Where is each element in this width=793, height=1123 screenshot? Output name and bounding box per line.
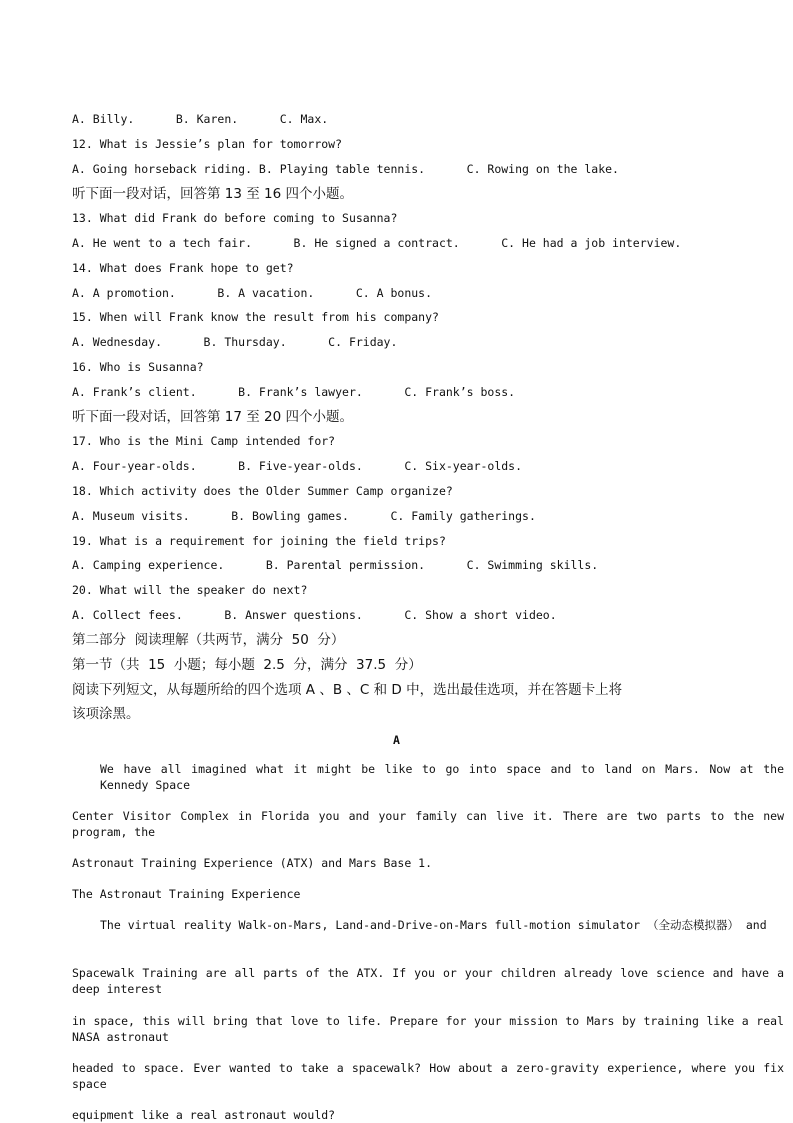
q20-options: A. Collect fees. B. Answer questions. C. Show a short video. [72, 608, 557, 622]
q13-options: A. He went to a tech fair. B. He signed a contract. C. He had a job interview. [72, 236, 682, 250]
passage-line-5: Spacewalk Training are all parts of the ATX. If you or your children already love science and have a deep interest [72, 966, 784, 996]
q14-options: A. A promotion. B. A vacation. C. A bonus. [72, 286, 433, 300]
passage-line-4: The virtual reality Walk-on-Mars, Land-and-Drive-on-Mars full-motion simulator （全动态模拟器） and [100, 918, 767, 932]
passage-line-3: Astronaut Training Experience (ATX) and Mars Base 1. [72, 856, 433, 870]
instruction-line-1: 阅读下列短文，从每题所给的四个选项 A 、B 、C 和 D 中，选出最佳选项，并在答题卡上将 [72, 682, 623, 698]
passage-line-8: equipment like a real astronaut would? [72, 1108, 336, 1122]
passage-label: A [393, 733, 400, 747]
section-13-16-heading: 听下面一段对话，回答第 13 至 16 四个小题。 [72, 186, 354, 202]
passage-line-7: headed to space. Ever wanted to take a spacewalk? How about a zero-gravity experience, where you fix space [72, 1061, 784, 1091]
passage-line-2: Center Visitor Complex in Florida you and your family can live it. There are two parts to the new program, the [72, 809, 784, 839]
q19-question: 19. What is a requirement for joining the field trips? [72, 534, 446, 548]
section1-title: 第一节（共 15 小题；每小题 2.5 分，满分 37.5 分） [72, 657, 422, 673]
q18-options: A. Museum visits. B. Bowling games. C. Family gatherings. [72, 509, 536, 523]
q16-question: 16. Who is Susanna? [72, 360, 204, 374]
q14-question: 14. What does Frank hope to get? [72, 261, 294, 275]
q15-options: A. Wednesday. B. Thursday. C. Friday. [72, 335, 398, 349]
q11-options: A. Billy. B. Karen. C. Max. [72, 112, 329, 126]
instruction-line-2: 该项涂黑。 [72, 706, 140, 722]
q20-question: 20. What will the speaker do next? [72, 583, 308, 597]
q13-question: 13. What did Frank do before coming to Susanna? [72, 211, 398, 225]
part2-title: 第二部分 阅读理解（共两节，满分 50 分） [72, 632, 345, 648]
q17-question: 17. Who is the Mini Camp intended for? [72, 434, 336, 448]
q12-question: 12. What is Jessie’s plan for tomorrow? [72, 137, 343, 151]
section-17-20-heading: 听下面一段对话，回答第 17 至 20 四个小题。 [72, 409, 354, 425]
q15-question: 15. When will Frank know the result from his company? [72, 310, 439, 324]
passage-line-6: in space, this will bring that love to life. Prepare for your mission to Mars by training like a real NASA astronaut [72, 1014, 784, 1044]
q17-options: A. Four-year-olds. B. Five-year-olds. C. Six-year-olds. [72, 459, 523, 473]
q19-options: A. Camping experience. B. Parental permission. C. Swimming skills. [72, 558, 599, 572]
q18-question: 18. Which activity does the Older Summer Camp organize? [72, 484, 453, 498]
q16-options: A. Frank’s client. B. Frank’s lawyer. C. Frank’s boss. [72, 385, 516, 399]
passage-subheading: The Astronaut Training Experience [72, 887, 301, 901]
passage-line-1: We have all imagined what it might be like to go into space and to land on Mars. Now at the Kennedy Space [100, 762, 784, 792]
q12-options: A. Going horseback riding. B. Playing table tennis. C. Rowing on the lake. [72, 162, 619, 176]
